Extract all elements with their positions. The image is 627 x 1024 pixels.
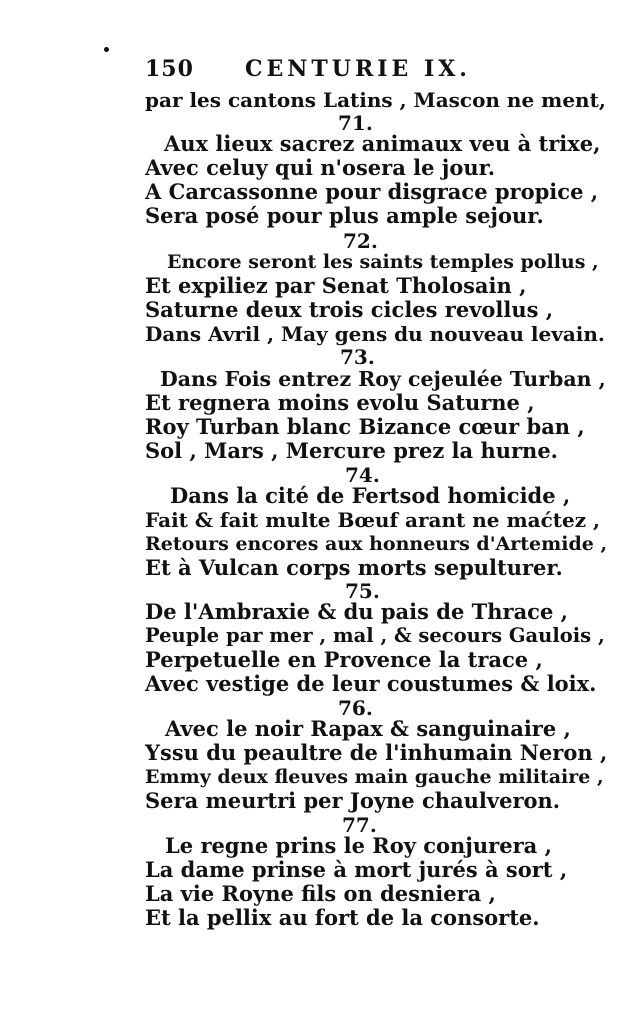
verse-line: Emmy deux fleuves main gauche militaire , bbox=[145, 766, 604, 788]
quatrain-number: 74. bbox=[345, 463, 380, 487]
verse-line: A Carcassonne pour disgrace propice , bbox=[145, 179, 599, 204]
verse-line: Perpetuelle en Provence la trace , bbox=[145, 647, 543, 672]
verse-line: Avec vestige de leur coustumes & loix. bbox=[145, 671, 597, 696]
verse-line: Le regne prins le Roy conjurera , bbox=[165, 833, 552, 858]
verse-line: Yssu du peaultre de l'inhumain Neron , bbox=[145, 740, 608, 765]
verse-line: Et expiliez par Senat Tholosain , bbox=[145, 273, 527, 298]
quatrain-number: 77. bbox=[342, 813, 377, 837]
verse-line: Sera posé pour plus ample sejour. bbox=[145, 203, 544, 228]
verse-line: Dans Fois entrez Roy cejeulée Turban , bbox=[160, 367, 606, 391]
verse-line: Sol , Mars , Mercure prez la hurne. bbox=[145, 438, 558, 463]
running-head: CENTURIE IX. bbox=[245, 56, 471, 82]
ink-speck bbox=[104, 47, 109, 52]
verse-line: Et regnera moins evolu Saturne , bbox=[145, 390, 535, 415]
quatrain-number: 76. bbox=[338, 696, 373, 720]
verse-line: Sera meurtri per Joyne chaulveron. bbox=[145, 788, 561, 813]
verse-line: Encore seront les saints temples pollus , bbox=[167, 251, 599, 273]
verse-line: Fait & fait multe Bœuf arant ne maćtez , bbox=[145, 508, 601, 532]
quatrain-number: 75. bbox=[345, 579, 380, 603]
quatrain-number: 71. bbox=[338, 111, 373, 135]
page-header bbox=[145, 56, 475, 86]
verse-line: La dame prinse à mort jurés à sort , bbox=[145, 857, 568, 882]
carryover-line: par les cantons Latins , Mascon ne ment, bbox=[145, 88, 606, 112]
quatrain-number: 73. bbox=[340, 345, 375, 369]
verse-line: Saturne deux trois cicles revollus , bbox=[145, 297, 554, 322]
page-number: 150 bbox=[145, 56, 194, 82]
verse-line: Et à Vulcan corps morts sepulturer. bbox=[145, 555, 563, 580]
verse-line: La vie Royne fils on desniera , bbox=[145, 881, 496, 906]
verse-line: Et la pellix au fort de la consorte. bbox=[145, 905, 540, 930]
verse-line: Avec le noir Rapax & sanguinaire , bbox=[165, 716, 571, 741]
verse-line: De l'Ambraxie & du pais de Thrace , bbox=[145, 599, 568, 624]
verse-line: Retours encores aux honneurs d'Artemide , bbox=[145, 533, 608, 555]
verse-line: Dans la cité de Fertsod homicide , bbox=[170, 483, 571, 508]
verse-line: Roy Turban blanc Bizance cœur ban , bbox=[145, 414, 585, 439]
verse-line: Peuple par mer , mal , & secours Gaulois , bbox=[145, 624, 605, 647]
quatrain-number: 72. bbox=[343, 229, 378, 253]
verse-line: Dans Avril , May gens du nouveau levain. bbox=[145, 322, 605, 346]
verse-line: Avec celuy qui n'osera le jour. bbox=[145, 155, 496, 180]
verse-line: Aux lieux sacrez animaux veu à trixe, bbox=[164, 131, 601, 156]
